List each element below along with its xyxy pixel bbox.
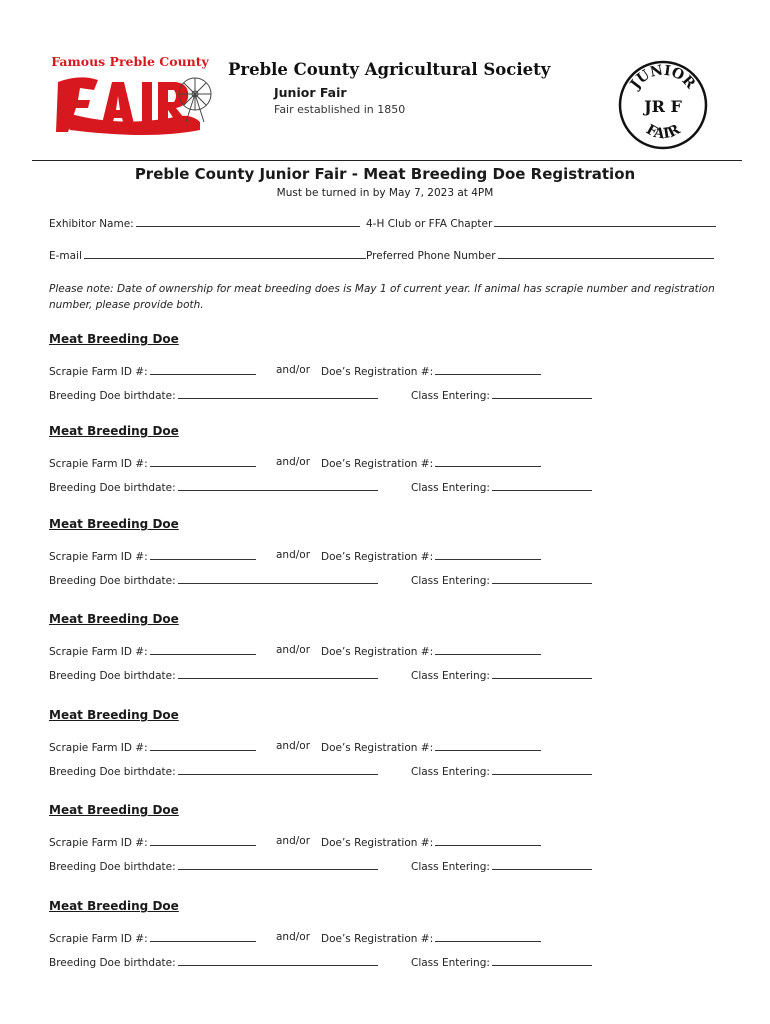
exhibitor-name-blank[interactable]	[136, 216, 360, 227]
doe-registration-label: Doe’s Registration #:	[321, 742, 434, 754]
doe-registration-label: Doe’s Registration #:	[321, 551, 434, 563]
class-entering-field-6[interactable]	[411, 859, 592, 873]
birthdate-field-7[interactable]	[49, 955, 378, 969]
andor-text-1: and/or	[276, 364, 311, 376]
scrapie-id-field-5[interactable]	[49, 740, 256, 754]
email-field[interactable]	[49, 248, 366, 262]
org-title: Preble County Agricultural Society	[228, 60, 551, 79]
class-entering-label: Class Entering:	[411, 957, 490, 969]
scrapie-id-label: Scrapie Farm ID #:	[49, 458, 148, 470]
doe-registration-blank[interactable]	[435, 364, 541, 375]
doe-registration-field-2[interactable]	[321, 456, 541, 470]
andor-text-6: and/or	[276, 835, 311, 847]
doe-registration-blank[interactable]	[435, 644, 541, 655]
doe-registration-field-1[interactable]	[321, 364, 541, 378]
section-heading-2: Meat Breeding Doe	[49, 424, 179, 438]
scrapie-id-blank[interactable]	[150, 931, 256, 942]
logo-caption: Famous Preble County	[51, 54, 209, 69]
form-title: Preble County Junior Fair - Meat Breeding Doe Registration	[134, 165, 636, 183]
exhibitor-name-label: Exhibitor Name:	[49, 218, 134, 230]
section-heading-1: Meat Breeding Doe	[49, 332, 179, 346]
class-entering-label: Class Entering:	[411, 861, 490, 873]
doe-registration-field-6[interactable]	[321, 835, 541, 849]
scrapie-id-blank[interactable]	[150, 835, 256, 846]
doe-registration-label: Doe’s Registration #:	[321, 646, 434, 658]
section-heading-6: Meat Breeding Doe	[49, 803, 179, 817]
andor-text-4: and/or	[276, 644, 311, 656]
class-entering-label: Class Entering:	[411, 482, 490, 494]
doe-registration-field-7[interactable]	[321, 931, 541, 945]
doe-registration-label: Doe’s Registration #:	[321, 837, 434, 849]
doe-registration-blank[interactable]	[435, 549, 541, 560]
birthdate-label: Breeding Doe birthdate:	[49, 390, 176, 402]
submission-deadline: Must be turned in by May 7, 2023 at 4PM	[276, 187, 494, 199]
birthdate-blank[interactable]	[178, 955, 378, 966]
seal-top-text: JUNIOR	[627, 62, 699, 93]
birthdate-field-2[interactable]	[49, 480, 378, 494]
scrapie-id-label: Scrapie Farm ID #:	[49, 933, 148, 945]
birthdate-field-5[interactable]	[49, 764, 378, 778]
club-chapter-label: 4-H Club or FFA Chapter	[366, 218, 493, 230]
scrapie-id-label: Scrapie Farm ID #:	[49, 646, 148, 658]
scrapie-id-field-2[interactable]	[49, 456, 256, 470]
class-entering-field-1[interactable]	[411, 388, 592, 402]
scrapie-id-label: Scrapie Farm ID #:	[49, 837, 148, 849]
header-divider	[32, 160, 742, 161]
class-entering-blank[interactable]	[492, 859, 592, 870]
doe-registration-label: Doe’s Registration #:	[321, 366, 434, 378]
club-chapter-blank[interactable]	[494, 216, 716, 227]
birthdate-blank[interactable]	[178, 388, 378, 399]
ownership-note: Please note: Date of ownership for meat breeding does is May 1 of current year. If animal has scrapie number and registration number, please provide both.	[49, 283, 715, 311]
scrapie-id-label: Scrapie Farm ID #:	[49, 742, 148, 754]
doe-registration-label: Doe’s Registration #:	[321, 458, 434, 470]
class-entering-field-5[interactable]	[411, 764, 592, 778]
scrapie-id-blank[interactable]	[150, 456, 256, 467]
seal-bottom-text: FAIR	[643, 121, 683, 143]
birthdate-blank[interactable]	[178, 573, 378, 584]
doe-registration-field-4[interactable]	[321, 644, 541, 658]
doe-registration-blank[interactable]	[435, 740, 541, 751]
class-entering-label: Class Entering:	[411, 766, 490, 778]
junior-fair-seal-logo	[618, 60, 708, 150]
phone-label: Preferred Phone Number	[366, 250, 496, 262]
birthdate-field-4[interactable]	[49, 668, 378, 682]
birthdate-label: Breeding Doe birthdate:	[49, 957, 176, 969]
scrapie-id-label: Scrapie Farm ID #:	[49, 551, 148, 563]
seal-center-text: JR F	[644, 97, 682, 116]
svg-text:JUNIOR	[626, 63, 698, 94]
scrapie-id-field-7[interactable]	[49, 931, 256, 945]
doe-registration-field-5[interactable]	[321, 740, 541, 754]
class-entering-label: Class Entering:	[411, 575, 490, 587]
andor-text-3: and/or	[276, 549, 311, 561]
birthdate-blank[interactable]	[178, 668, 378, 679]
email-blank[interactable]	[84, 248, 366, 259]
birthdate-label: Breeding Doe birthdate:	[49, 670, 176, 682]
email-label: E-mail	[49, 250, 82, 262]
scrapie-id-label: Scrapie Farm ID #:	[49, 366, 148, 378]
scrapie-id-blank[interactable]	[150, 644, 256, 655]
doe-registration-blank[interactable]	[435, 931, 541, 942]
class-entering-label: Class Entering:	[411, 390, 490, 402]
doe-registration-field-3[interactable]	[321, 549, 541, 563]
section-heading-5: Meat Breeding Doe	[49, 708, 179, 722]
scrapie-id-field-6[interactable]	[49, 835, 256, 849]
doe-registration-blank[interactable]	[435, 835, 541, 846]
birthdate-label: Breeding Doe birthdate:	[49, 766, 176, 778]
birthdate-blank[interactable]	[178, 859, 378, 870]
section-heading-4: Meat Breeding Doe	[49, 612, 179, 626]
class-entering-field-3[interactable]	[411, 573, 592, 587]
class-entering-field-7[interactable]	[411, 955, 592, 969]
birthdate-label: Breeding Doe birthdate:	[49, 482, 176, 494]
scrapie-id-field-1[interactable]	[49, 364, 256, 378]
phone-blank[interactable]	[498, 248, 714, 259]
class-entering-blank[interactable]	[492, 388, 592, 399]
andor-text-5: and/or	[276, 740, 311, 752]
preble-county-fair-logo	[50, 52, 220, 142]
class-entering-blank[interactable]	[492, 573, 592, 584]
andor-text-2: and/or	[276, 456, 311, 468]
scrapie-id-blank[interactable]	[150, 364, 256, 375]
exhibitor-name-field[interactable]	[49, 216, 360, 230]
birthdate-label: Breeding Doe birthdate:	[49, 575, 176, 587]
scrapie-id-field-3[interactable]	[49, 549, 256, 563]
class-entering-blank[interactable]	[492, 668, 592, 679]
doe-registration-blank[interactable]	[435, 456, 541, 467]
class-entering-label: Class Entering:	[411, 670, 490, 682]
class-entering-field-2[interactable]	[411, 480, 592, 494]
org-subtitle: Junior Fair	[274, 85, 347, 100]
birthdate-field-1[interactable]	[49, 388, 378, 402]
scrapie-id-blank[interactable]	[150, 549, 256, 560]
birthdate-field-6[interactable]	[49, 859, 378, 873]
doe-registration-label: Doe’s Registration #:	[321, 933, 434, 945]
class-entering-blank[interactable]	[492, 764, 592, 775]
org-heading	[228, 60, 551, 116]
class-entering-blank[interactable]	[492, 480, 592, 491]
phone-field[interactable]	[366, 248, 714, 262]
scrapie-id-field-4[interactable]	[49, 644, 256, 658]
svg-text:FAIR	[643, 121, 683, 142]
birthdate-blank[interactable]	[178, 764, 378, 775]
class-entering-blank[interactable]	[492, 955, 592, 966]
club-chapter-field[interactable]	[366, 216, 716, 230]
birthdate-blank[interactable]	[178, 480, 378, 491]
andor-text-7: and/or	[276, 931, 311, 943]
birthdate-field-3[interactable]	[49, 573, 378, 587]
section-heading-7: Meat Breeding Doe	[49, 899, 179, 913]
section-heading-3: Meat Breeding Doe	[49, 517, 179, 531]
established-line: Fair established in 1850	[274, 103, 406, 116]
class-entering-field-4[interactable]	[411, 668, 592, 682]
birthdate-label: Breeding Doe birthdate:	[49, 861, 176, 873]
scrapie-id-blank[interactable]	[150, 740, 256, 751]
